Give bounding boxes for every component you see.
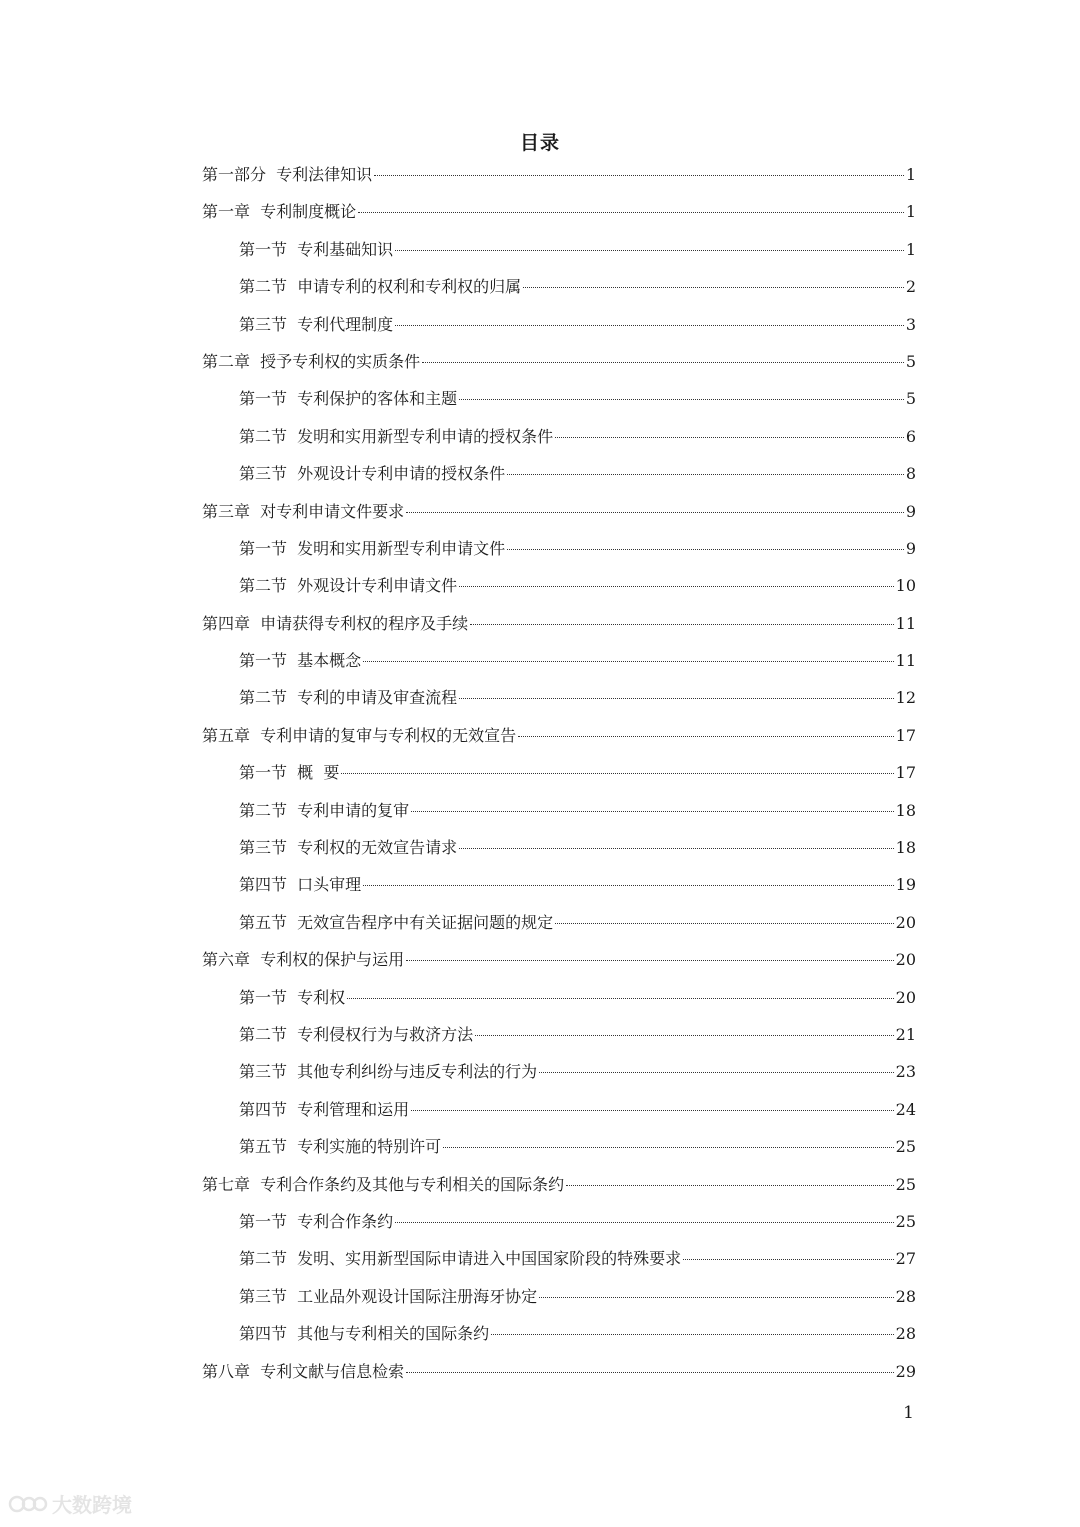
toc-dot-leader [443,1146,893,1148]
toc-dot-leader [459,398,904,400]
toc-dot-leader [411,810,893,812]
toc-entry[interactable] [202,941,916,978]
toc-dot-leader [555,436,904,438]
toc-dot-leader [406,511,904,513]
toc-entry-page: 28 [895,1286,916,1306]
toc-entry-page: 18 [895,800,916,820]
toc-entry-label: 第三节 工业品外观设计国际注册海牙协定 [239,1286,538,1306]
toc-entry-label: 第三节 专利权的无效宣告请求 [239,838,458,858]
toc-entry[interactable] [202,866,916,903]
toc-entry-page: 29 [895,1361,916,1381]
toc-entry-page: 9 [905,538,916,558]
toc-dot-leader [459,847,893,849]
toc-entry[interactable] [202,679,916,716]
toc-dot-leader [341,772,893,774]
toc-entry-page: 25 [895,1211,916,1231]
toc-entry-label: 第八章 专利文献与信息检索 [202,1361,405,1381]
toc-entry-label: 第二章 授予专利权的实质条件 [202,351,421,371]
toc-dot-leader [422,361,904,363]
toc-entry-label: 第五节 专利实施的特别许可 [239,1137,442,1157]
toc-entry[interactable] [202,792,916,829]
toc-entry-page: 1 [905,202,916,222]
toc-entry[interactable] [202,754,916,791]
toc-entry[interactable] [202,1128,916,1165]
toc-entry-page: 2 [905,277,916,297]
toc-entry[interactable] [202,493,916,530]
toc-entry-label: 第七章 专利合作条约及其他与专利相关的国际条约 [202,1174,565,1194]
toc-entry-page: 5 [905,389,916,409]
toc-entry-page: 17 [895,725,916,745]
toc-dot-leader [358,211,904,213]
toc-entry-label: 第四节 专利管理和运用 [239,1099,410,1119]
toc-entry-page: 28 [895,1324,916,1344]
page-number: 1 [903,1403,914,1423]
toc-entry[interactable] [202,455,916,492]
toc-entry[interactable] [202,268,916,305]
toc-entry-page: 9 [905,501,916,521]
toc-entry[interactable] [202,642,916,679]
toc-dot-leader [555,922,893,924]
toc-dot-leader [475,1034,893,1036]
toc-entry[interactable] [202,530,916,567]
toc-dot-leader [395,1221,893,1223]
toc-entry-label: 第三章 对专利申请文件要求 [202,501,405,521]
toc-entry[interactable] [202,1016,916,1053]
toc-entry-page: 20 [895,987,916,1007]
brand-logo-icon [8,1492,48,1514]
toc-entry-label: 第一节 专利基础知识 [239,239,394,259]
toc-dot-leader [539,1071,893,1073]
toc-dot-leader [518,735,893,737]
toc-entry-page: 23 [895,1062,916,1082]
toc-entry-label: 第二节 外观设计专利申请文件 [239,576,458,596]
toc-entry-page: 19 [895,875,916,895]
toc-entry-page: 24 [895,1099,916,1119]
toc-entry[interactable] [202,605,916,642]
toc-entry-label: 第五节 无效宣告程序中有关证据问题的规定 [239,912,554,932]
toc-entry[interactable] [202,567,916,604]
page-title: 目录 [519,132,560,154]
toc-entry-label: 第三节 专利代理制度 [239,314,394,334]
toc-entry[interactable] [202,717,916,754]
toc-entry[interactable] [202,979,916,1016]
toc-entry[interactable] [202,1053,916,1090]
toc-dot-leader [459,697,893,699]
toc-entry-page: 25 [895,1137,916,1157]
toc-entry-page: 11 [895,651,916,671]
toc-entry-page: 20 [895,912,916,932]
toc-entry[interactable] [202,231,916,268]
toc-entry-label: 第四节 口头审理 [239,875,362,895]
toc-dot-leader [411,1109,893,1111]
toc-entry[interactable] [202,343,916,380]
toc-dot-leader [363,660,893,662]
toc-entry-page: 3 [905,314,916,334]
toc-entry[interactable] [202,1315,916,1352]
toc-entry-label: 第一节 专利权 [239,987,346,1007]
toc-dot-leader [539,1296,893,1298]
toc-entry[interactable] [202,829,916,866]
toc-entry-label: 第四节 其他与专利相关的国际条约 [239,1324,490,1344]
toc-entry-page: 5 [905,351,916,371]
toc-dot-leader [491,1333,893,1335]
toc-entry-label: 第三节 外观设计专利申请的授权条件 [239,464,506,484]
toc-entry-label: 第一节 基本概念 [239,651,362,671]
toc-dot-leader [363,884,893,886]
watermark-text: 大数跨境 [52,1492,132,1517]
toc-entry[interactable] [202,380,916,417]
toc-entry[interactable] [202,1353,916,1390]
toc-entry-page: 11 [895,613,916,633]
toc-dot-leader [470,623,893,625]
toc-entry[interactable] [202,1166,916,1203]
toc-entry-label: 第一部分 专利法律知识 [202,165,373,184]
toc-dot-leader [395,324,904,326]
watermark [8,1488,132,1518]
toc-entry-page: 1 [905,165,916,184]
toc-entry-page: 1 [905,239,916,259]
toc-entry-page: 17 [895,763,916,783]
toc-entry-label: 第一节 发明和实用新型专利申请文件 [239,538,506,558]
toc-entry[interactable] [202,156,916,193]
toc-dot-leader [406,959,893,961]
toc-dot-leader [459,585,893,587]
toc-entry-page: 8 [905,464,916,484]
toc-entry[interactable] [202,1278,916,1315]
toc-dot-leader [507,548,904,550]
toc-entry[interactable] [202,418,916,455]
toc-entry-label: 第二节 专利侵权行为与救济方法 [239,1024,474,1044]
toc-dot-leader [683,1258,893,1260]
toc-entry[interactable] [202,904,916,941]
toc-entry-page: 20 [895,950,916,970]
toc-entry-page: 27 [895,1249,916,1269]
toc-entry-label: 第三节 其他专利纠纷与违反专利法的行为 [239,1062,538,1082]
toc-entry[interactable] [202,306,916,343]
toc-entry-page: 12 [895,688,916,708]
toc-entry-label: 第四章 申请获得专利权的程序及手续 [202,613,469,633]
toc-entry-label: 第一节 概 要 [239,763,340,783]
toc-entry[interactable] [202,1091,916,1128]
toc-dot-leader [523,286,904,288]
toc-entry[interactable] [202,193,916,230]
toc-dot-leader [347,997,893,999]
toc-entry-label: 第二节 申请专利的权利和专利权的归属 [239,277,522,297]
toc-entry-label: 第二节 专利申请的复审 [239,800,410,820]
toc-entry-page: 25 [895,1174,916,1194]
toc-entry-label: 第五章 专利申请的复审与专利权的无效宣告 [202,725,517,745]
toc-entry-label: 第一节 专利合作条约 [239,1211,394,1231]
toc-entry-page: 10 [895,576,916,596]
toc-entry-label: 第六章 专利权的保护与运用 [202,950,405,970]
toc-entry-label: 第二节 专利的申请及审查流程 [239,688,458,708]
toc-dot-leader [406,1371,893,1373]
toc-entry-label: 第一节 专利保护的客体和主题 [239,389,458,409]
toc-entry-label: 第二节 发明、实用新型国际申请进入中国国家阶段的特殊要求 [239,1249,682,1269]
toc-entry[interactable] [202,1203,916,1240]
toc-dot-leader [507,473,904,475]
toc-entry-page: 6 [905,426,916,446]
toc-entry-label: 第二节 发明和实用新型专利申请的授权条件 [239,426,554,446]
toc-dot-leader [374,174,904,176]
toc-entry-label: 第一章 专利制度概论 [202,202,357,222]
toc-entry[interactable] [202,1240,916,1277]
toc-entry-page: 21 [895,1024,916,1044]
toc-entry-page: 18 [895,838,916,858]
toc-dot-leader [566,1184,893,1186]
toc-dot-leader [395,249,904,251]
table-of-contents [202,156,916,1390]
